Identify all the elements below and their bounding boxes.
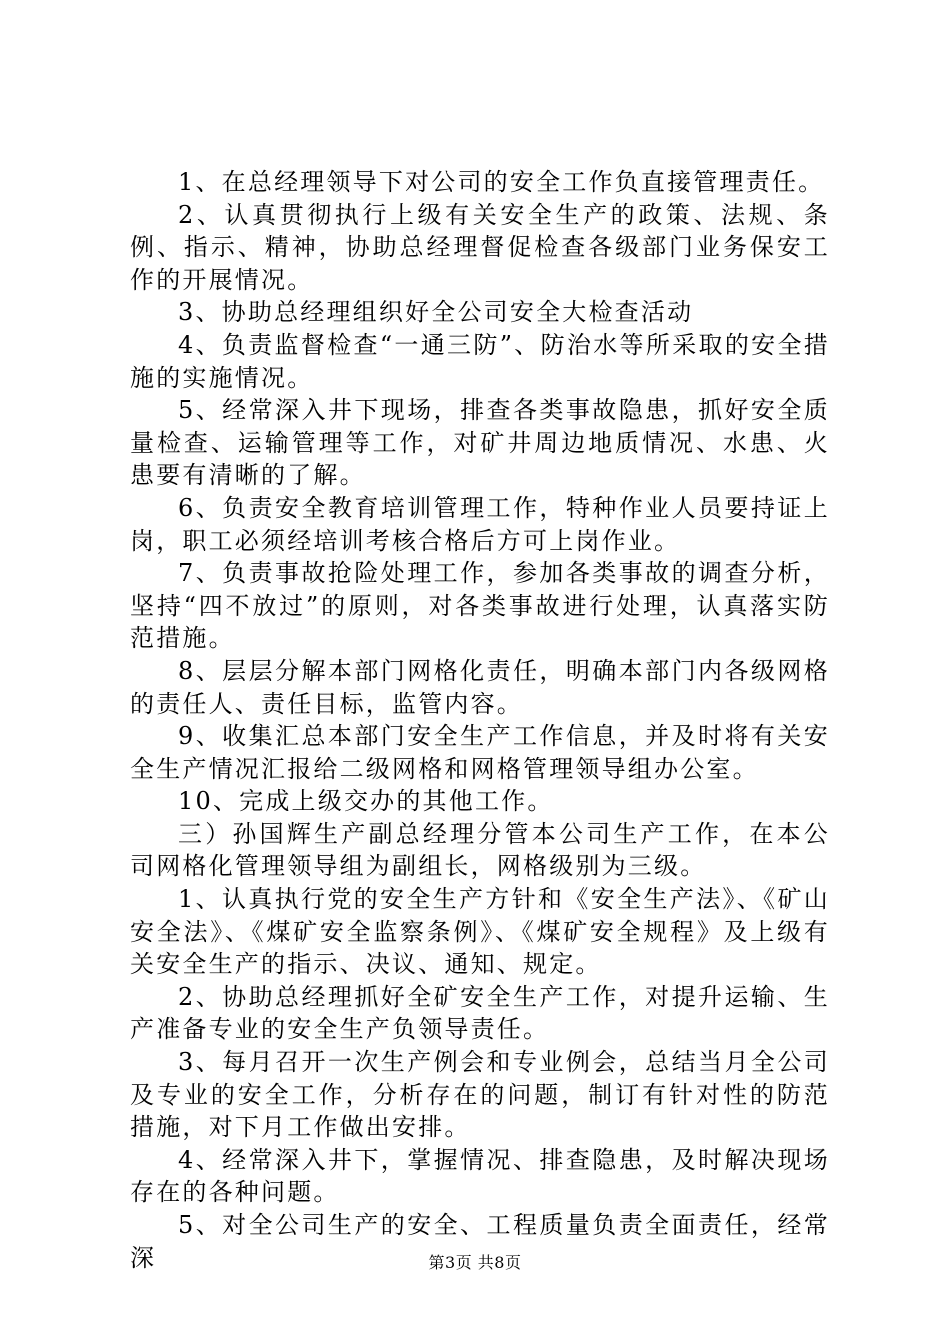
document-body xyxy=(130,166,830,1274)
paragraph-6: 6、负责安全教育培训管理工作，特种作业人员要持证上岗，职工必须经培训考核合格后方可上岗作业。 xyxy=(130,493,830,555)
paragraph-15: 5、对全公司生产的安全、工程质量负责全面责任，经常深 xyxy=(130,1211,830,1272)
paragraph-2: 2、认真贯彻执行上级有关安全生产的政策、法规、条例、指示、精神，协助总经理督促检查各级部门业务保安工作的开展情况。 xyxy=(130,200,830,294)
paragraph-13: 3、每月召开一次生产例会和专业例会，总结当月全公司及专业的安全工作，分析存在的问题，制订有针对性的防范措施，对下月工作做出安排。 xyxy=(130,1048,830,1142)
paragraph-5: 5、经常深入井下现场，排查各类事故隐患，抓好安全质量检查、运输管理等工作，对矿井周边地质情况、水患、火患要有清晰的了解。 xyxy=(130,396,830,490)
paragraph-4: 4、负责监督检查“一通三防”、防治水等所采取的安全措施的实施情况。 xyxy=(130,330,830,392)
section-heading-3: 三）孙国辉生产副总经理分管本公司生产工作，在本公司网格化管理领导组为副组长，网格级别为三级。 xyxy=(130,819,830,881)
page-number-footer: 第3页 共8页 xyxy=(428,1253,522,1272)
paragraph-3: 3、协助总经理组织好全公司安全大检查活动 xyxy=(178,298,694,327)
paragraph-8: 8、层层分解本部门网格化责任，明确本部门内各级网格的责任人、责任目标，监管内容。 xyxy=(130,656,830,718)
paragraph-1: 1、在总经理领导下对公司的安全工作负直接管理责任。 xyxy=(178,168,825,196)
paragraph-7: 7、负责事故抢险处理工作，参加各类事故的调查分析，坚持“四不放过”的原则，对各类事故进行处理，认真落实防范措施。 xyxy=(130,559,830,653)
paragraph-14: 4、经常深入井下，掌握情况、排查隐患，及时解决现场存在的各种问题。 xyxy=(130,1145,830,1207)
paragraph-12: 2、协助总经理抓好全矿安全生产工作，对提升运输、生产准备专业的安全生产负领导责任。 xyxy=(130,982,830,1044)
paragraph-11: 1、认真执行党的安全生产方针和《安全生产法》、《矿山安全法》、《煤矿安全监察条例》、《煤矿安全规程》及上级有关安全生产的指示、决议、通知、规定。 xyxy=(130,885,830,979)
paragraph-10: 10、完成上级交办的其他工作。 xyxy=(178,787,554,816)
paragraph-9: 9、收集汇总本部门安全生产工作信息，并及时将有关安全生产情况汇报给二级网格和网格管理领导组办公室。 xyxy=(130,722,830,783)
